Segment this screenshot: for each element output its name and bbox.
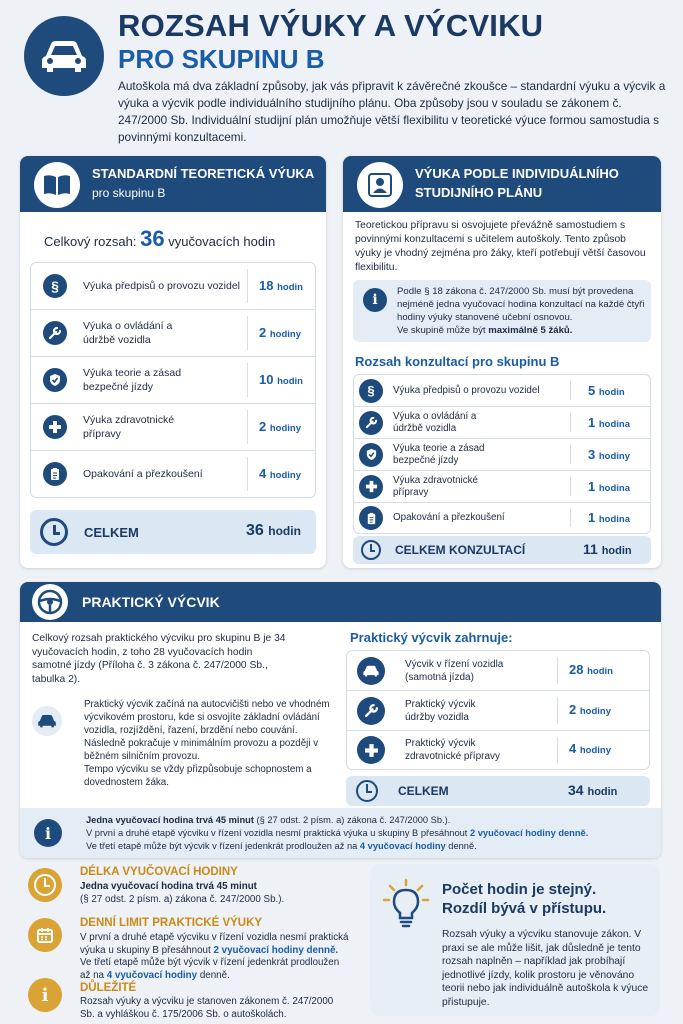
practical-info-text: Jedna vyučovací hodina trvá 45 minut (§ 27 odst. 2 písm. a) zákona č. 247/2000 Sb.). V první a druhé etapě výcviku v řízení vozidla nesmí praktická výuka u skupiny B přesáhnout 2 vyučovací hodiny denně. Ve třetí etapě může být výcvik v řízení jedenkrát prodloužen až na 4 vyučovací hodiny denně. [86,815,589,851]
note-title: DÉLKA VYUČOVACÍ HODINY [80,866,238,878]
info-icon: i [28,978,62,1012]
consult-title: Rozsah konzultací pro skupinu B [355,354,560,369]
row-value: 10 hodin [259,372,303,387]
row-value: 2 hodiny [259,325,301,340]
total-label: CELKEM [398,784,449,798]
car-icon [357,657,385,685]
wrench-icon [43,321,67,345]
row-label: Výuka předpisů o provozu vozidel [83,280,241,292]
row-label: Opakování a přezkoušení [83,468,203,480]
note-title: DŮLEŽITÉ [80,982,137,994]
range-label: Celkový rozsah: [44,234,137,249]
tip-box [370,864,660,1016]
note-text: Jedna vyučovací hodina trvá 45 minut (§ 27 odst. 2 písm. a) zákona č. 247/2000 Sb.). [80,881,285,905]
row-label: Praktický výcvik údržby vozidla [405,698,476,723]
row-label: Praktický výcvik zdravotnické přípravy [405,738,501,762]
desc-line1: Praktický výcvik začíná na autocvičišti nebo ve vhodném výcvikovém prostoru, kde si osvojíte základní ovládání vozidla, rozjíždění, řazení, brzdění nebo couvání. [84,699,330,736]
row-value: 1 hodina [588,479,630,494]
header [0,0,683,150]
table-row [354,439,650,471]
individual-card-header [343,156,661,212]
range-unit: vyučovacích hodin [168,234,276,249]
desc-line2: Následně pokračuje v minimálním provozu a později v běžném silničním provozu. [84,738,319,762]
row-label: Výcvik v řízení vozidla (samotná jízda) [405,658,504,683]
row-label: Opakování a přezkoušení [393,512,505,523]
car-logo-icon [24,16,104,96]
consult-info-box [353,280,651,342]
wrench-icon [359,411,383,435]
steering-wheel-icon [32,584,68,620]
practical-intro: Celkový rozsah praktického výcviku pro skupinu B je 34 vyučovacích hodin, z toho 28 vyučovacích hodin samotné jízdy (Příloha č. 3 zákona č. 247/2000 Sb., tabulka 2). [32,633,286,685]
row-label: Výuka teorie a zásad bezpečné jízdy [393,442,485,466]
table-row [354,375,650,407]
row-label: Výuka předpisů o provozu vozidel [393,384,540,396]
range-value: 36 [140,226,165,251]
shield-check-icon [43,368,67,392]
shield-check-icon [359,443,383,467]
practical-desc [84,698,342,789]
note-title: DENNÍ LIMIT PRAKTICKÉ VÝUKY [80,917,263,929]
row-value: 28 hodin [569,662,613,677]
row-value: 1 hodina [588,510,630,525]
total-value: 11 hodin [583,541,632,557]
calendar-icon [28,918,62,952]
plus-icon [357,736,385,764]
row-label: Výuka zdravotnické přípravy [393,474,478,498]
tip-title: Počet hodin je stejný. Rozdíl bývá v přístupu. [442,881,607,917]
note-text: V první a druhé etapě výcviku v řízení vozidla nesmí praktická výuka u skupiny B přesáhnout 2 vyučovací hodiny denně. Ve třetí etapě může být výcvik v řízení jedenkrát prodloužen až na 4 vyučovací hodiny denně. [80,932,349,981]
page-subtitle: PRO SKUPINU B [118,44,325,74]
row-value: 1 hodina [588,415,630,430]
table-row [347,731,649,769]
standard-card-header [20,156,326,212]
clipboard-icon [43,462,67,486]
clock-icon [28,868,62,902]
lightbulb-icon [382,878,430,933]
table-row [31,357,315,404]
desc-line3: Tempo výcviku se vždy přizpůsobuje schopnostem a dovednostem žáka. [84,764,312,788]
row-value: 2 hodiny [259,419,301,434]
info-text2: Ve skupině může být maximálně 5 žáků. [397,325,573,336]
practical-info-box [20,808,661,858]
clock-icon [40,518,68,546]
total-label: CELKEM KONZULTACÍ [395,543,526,557]
total-value: 34 hodin [568,782,618,798]
table-row [347,691,649,731]
total-value: 36 hodin [246,522,301,539]
user-icon [357,162,403,208]
row-value: 4 hodiny [259,466,301,481]
row-label: Výuka o ovládání a údržbě vozidla [393,410,477,434]
includes-title: Praktický výcvik zahrnuje: [350,630,513,645]
row-value: 2 hodiny [569,702,611,717]
individual-card-title2: STUDIJNÍHO PLÁNU [415,185,543,200]
practical-card-title: PRAKTICKÝ VÝCVIK [82,594,220,610]
tip-text: Rozsah výuky a výcviku stanovuje zákon. V praxi se ale může lišit, jak důsledně je tento rozsah naplněn – například jak probíhají jednotlivé jízdy, kolik prostoru je věnováno teorii nebo jak individuálně autoškola k výuce přistupuje. [442,929,649,1008]
row-value: 4 hodiny [569,741,611,756]
paragraph-icon: § [43,274,67,298]
total-label: CELKEM [84,524,139,540]
row-value: 5 hodin [588,383,625,398]
plus-icon [43,415,67,439]
table-row [31,310,315,357]
wrench-icon [357,697,385,725]
row-label: Výuka o ovládání a údržbě vozidla [83,320,173,346]
row-value: 3 hodiny [588,447,630,462]
plus-icon [359,475,383,499]
consult-total-bar [353,536,651,564]
consult-table [353,374,651,534]
clock-icon [356,780,378,802]
standard-card-subtitle: pro skupinu B [92,186,166,200]
standard-theory-card [20,156,326,568]
practical-card-header [20,582,661,622]
table-row [354,407,650,439]
standard-card-title: STANDARDNÍ TEORETICKÁ VÝUKA [92,166,315,181]
note-text: Rozsah výuky a výcviku je stanoven zákonem č. 247/2000 Sb. a vyhláškou č. 175/2006 Sb. o autoškolách. [80,996,334,1020]
paragraph-icon: § [359,379,383,403]
page-title: ROZSAH VÝUKY A VÝCVIKU [118,8,544,43]
individual-card-title1: VÝUKA PODLE INDIVIDUÁLNÍHO [415,166,619,181]
table-row [31,451,315,497]
table-row [347,651,649,691]
clipboard-icon [359,506,383,530]
book-icon [34,162,80,208]
row-value: 18 hodin [259,278,303,293]
table-row [354,471,650,503]
individual-intro: Teoretickou přípravu si osvojujete převážně samostudiem s povinnými konzultacemi s učitelem autoškoly. Tento způsob výuky je vhodný zejména pro žáky, kteří potřebují větší časovou flexibilitu. [355,220,646,273]
individual-plan-card [343,156,661,568]
row-label: Výuka zdravotnické přípravy [83,414,175,440]
standard-total-bar [30,510,316,554]
practical-table [346,650,650,770]
car-icon [32,706,62,736]
standard-table [30,262,316,498]
table-row [31,404,315,451]
practical-total-bar [346,776,650,806]
standard-range [44,226,275,252]
info-text: Podle § 18 zákona č. 247/2000 Sb. musí být provedena nejméně jedna vyučovací hodina konzultací na každé čtyři hodiny výuky stanovené učební osnovou. [397,286,645,323]
intro-text: Autoškola má dva základní způsoby, jak vás připravit k závěrečné zkoušce – standardní výuku a výcvik a výuka a výcvik podle individuálního studijního plánu. Oba způsoby jsou v souladu se zákonem č. 247/2000 Sb. Individuální studijní plán umožňuje větší flexibilitu v teoretické výuce formou samostudia s povinnými konzultacemi. [118,79,666,144]
practical-card [20,582,661,858]
row-label: Výuka teorie a zásad bezpečné jízdy [83,367,182,393]
clock-icon [361,540,381,560]
table-row [31,263,315,310]
table-row [354,503,650,533]
info-icon: i [363,288,387,312]
info-icon: i [34,819,62,847]
